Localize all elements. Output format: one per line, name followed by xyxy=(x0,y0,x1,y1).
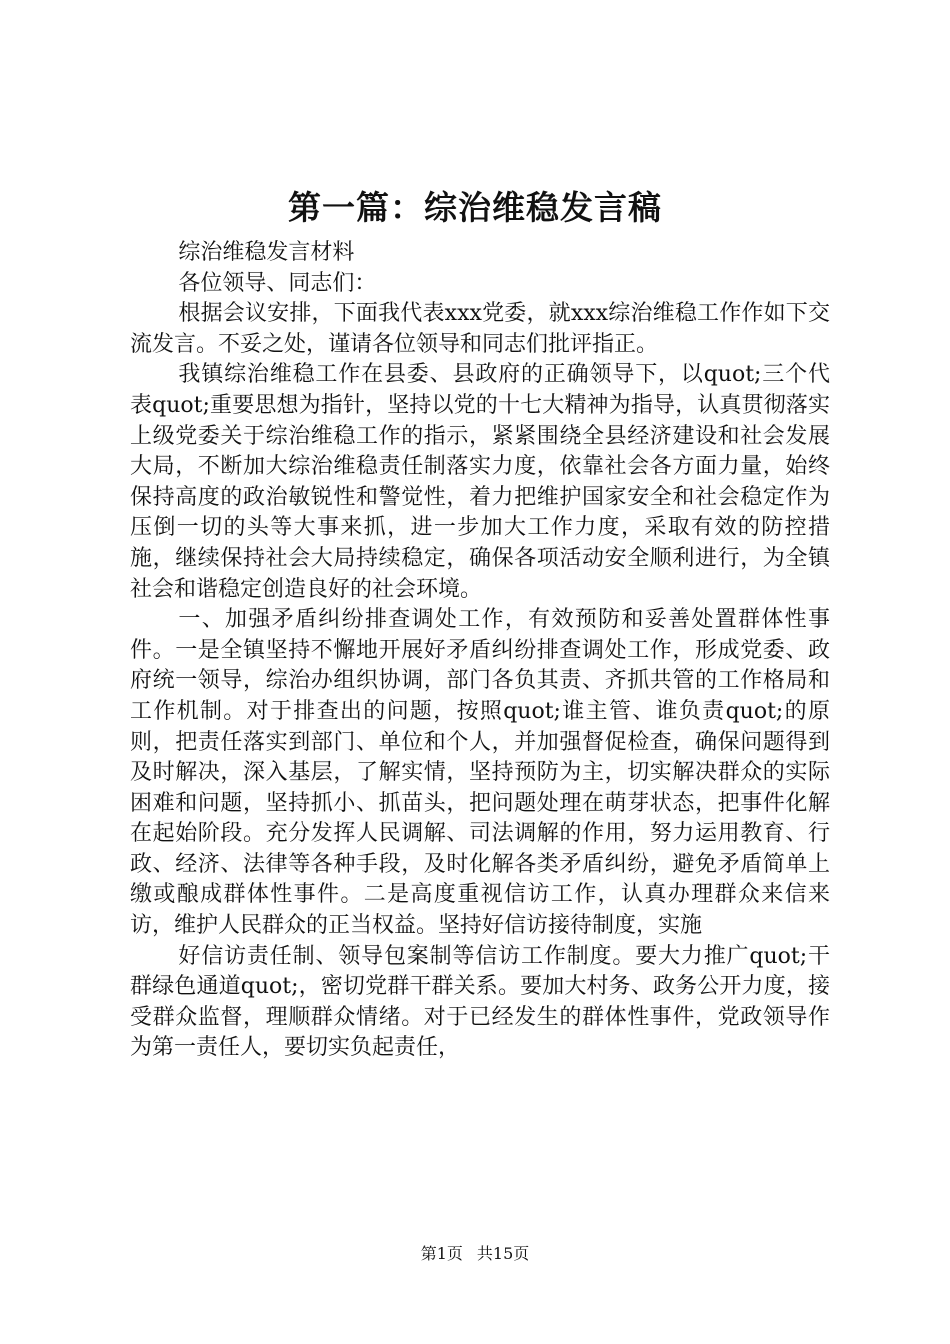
paragraph-salutation: 各位领导、同志们： xyxy=(178,270,377,296)
page-number: 第1页 xyxy=(420,1244,463,1263)
paragraph-continuation: 好信访责任制、领导包案制等信访工作制度。要大力推广quot;干群绿色通道quot;，密切党群干群关系。要加大村务、政务公开力度，接受群众监督，理顺群众情绪。对于已经发生的群体性事件，党政领导作为第一责任人，要切实负起责任， xyxy=(130,943,830,1061)
page-footer xyxy=(0,1244,950,1264)
document-title: 第一篇：综治维稳发言稿 xyxy=(288,188,662,227)
paragraph-intro: 根据会议安排，下面我代表xxx党委，就xxx综治维稳工作作如下交流发言。不妥之处，谨请各位领导和同志们批评指正。 xyxy=(130,301,830,357)
page-total: 共15页 xyxy=(476,1244,530,1263)
paragraph-overview: 我镇综治维稳工作在县委、县政府的正确领导下，以quot;三个代表quot;重要思想为指针，坚持以党的十七大精神为指导，认真贯彻落实上级党委关于综治维稳工作的指示，紧紧围绕全县经济建设和社会发展大局，不断加大综治维稳责任制落实力度，依靠社会各方面力量，始终保持高度的政治敏锐性和警觉性，着力把维护国家安全和社会稳定作为压倒一切的头等大事来抓，进一步加大工作力度，采取有效的防控措施，继续保持社会大局持续稳定，确保各项活动安全顺利进行，为全镇社会和谐稳定创造良好的社会环境。 xyxy=(130,362,830,602)
paragraph-heading: 综治维稳发言材料 xyxy=(178,240,355,265)
document-body xyxy=(130,238,830,1064)
paragraph-section-one: 一、加强矛盾纠纷排查调处工作，有效预防和妥善处置群体性事件。一是全镇坚持不懈地开展好矛盾纠纷排查调处工作，形成党委、政府统一领导，综治办组织协调，部门各负其责、齐抓共管的工作格局和工作机制。对于排查出的问题，按照quot;谁主管、谁负责quot;的原则，把责任落实到部门、单位和个人，并加强督促检查，确保问题得到及时解决，深入基层，了解实情，坚持预防为主，切实解决群众的实际困难和问题，坚持抓小、抓苗头，把问题处理在萌芽状态，把事件化解在起始阶段。充分发挥人民调解、司法调解的作用，努力运用教育、行政、经济、法律等各种手段，及时化解各类矛盾纠纷，避免矛盾简单上缴或酿成群体性事件。二是高度重视信访工作，认真办理群众来信来访，维护人民群众的正当权益。坚持好信访接待制度，实施 xyxy=(130,607,830,939)
